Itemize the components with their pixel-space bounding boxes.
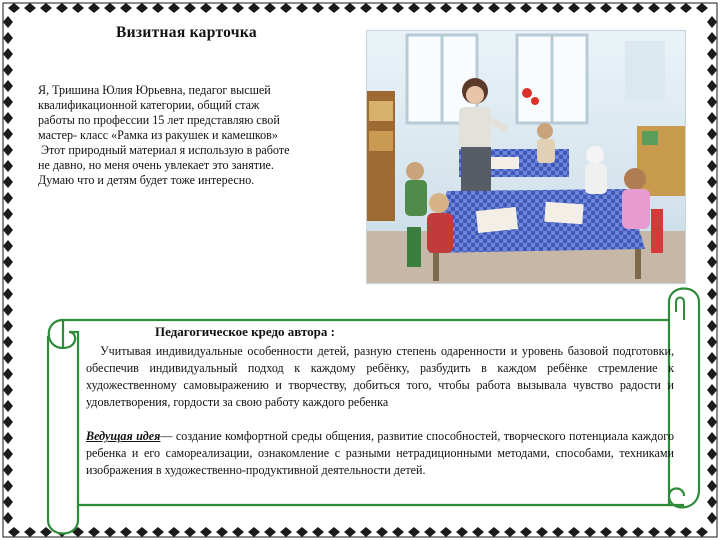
intro-line: не давно, но меня очень увлекает это занятие. [38, 158, 274, 172]
card-title: Визитная карточка [116, 24, 257, 41]
lead-idea-label: Ведущая идея [86, 429, 161, 443]
intro-line: мастер- класс «Рамка из ракушек и камешков» [38, 128, 278, 142]
intro-line: работы по профессии 15 лет представляю свой [38, 113, 280, 127]
intro-line: Думаю что и детям будет тоже интересно. [38, 173, 255, 187]
lead-idea-text: — создание комфортной среды общения, развитие способностей, творческого потенциала каждого ребенка и его самореализации, ознакомление с разными нетрадиционными методами, способами, техниками изображения в художественно-продуктивной деятельности детей. [86, 429, 674, 477]
scroll-left-roll [48, 320, 78, 534]
credo-text [86, 343, 674, 479]
credo-title: Педагогическое кредо автора : [155, 324, 335, 339]
intro-line: Этот природный материал я использую в работе [38, 143, 290, 157]
intro-line: Я, Тришина Юлия Юрьевна, педагог высшей [38, 83, 271, 97]
intro-line: квалификационной категории, общий стаж [38, 98, 260, 112]
credo-paragraph: Учитывая индивидуальные особенности детей, разную степень одаренности и уровень базовой подготовки, обеспечив индивидуальный подход к каждому ребёнку, разбудить в каждом ребёнке стремление к художественному самовыражению и творчеству, добиться того, чтобы работа вызывала чувство радости и удовлетворения, гордости за свою работу каждого ребенка [86, 344, 674, 409]
lead-idea-paragraph [86, 428, 674, 479]
